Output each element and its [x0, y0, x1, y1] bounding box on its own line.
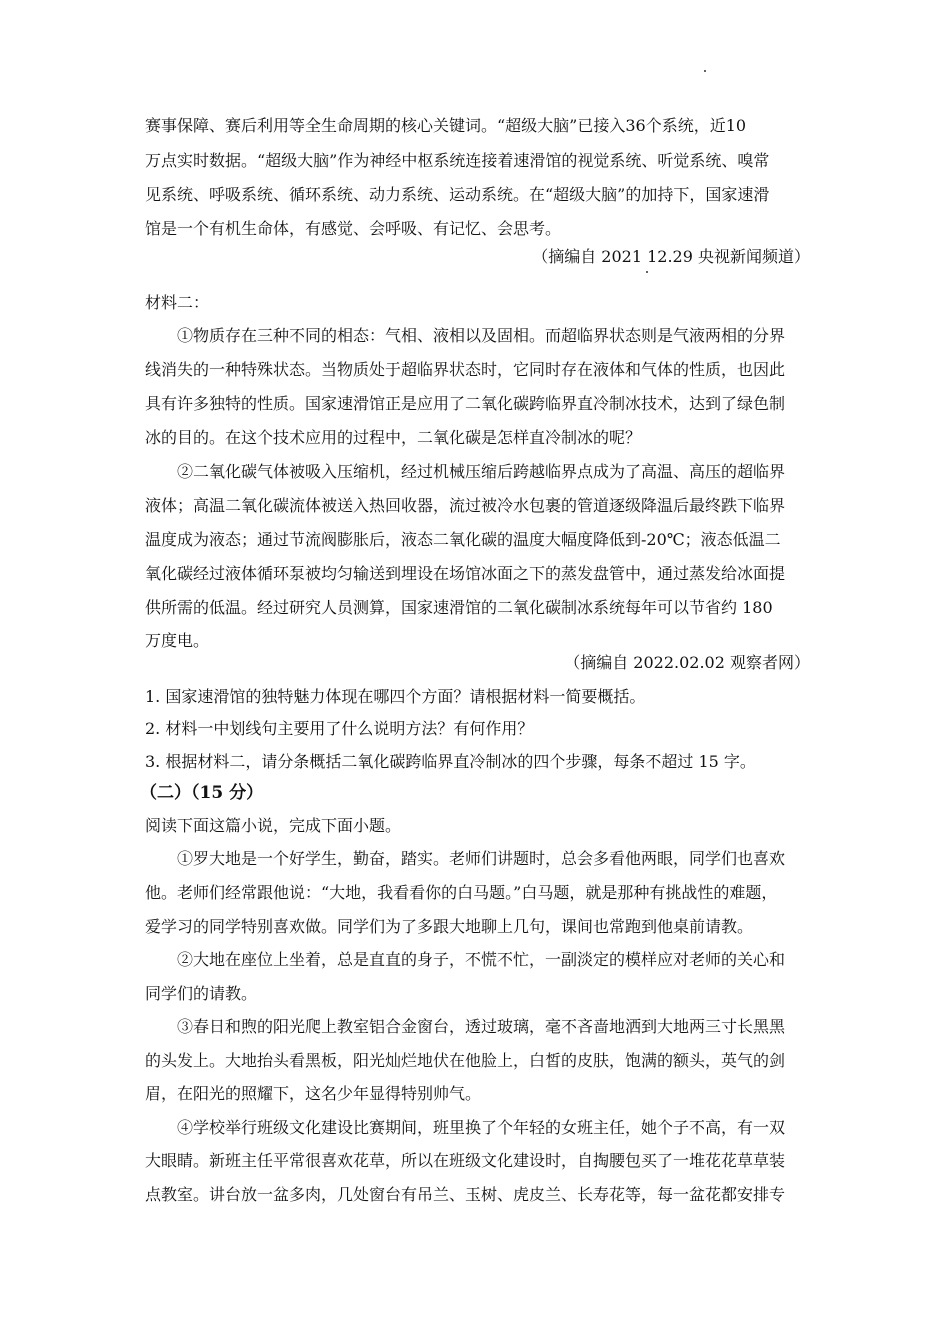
paragraph-line: 冰的目的。在这个技术应用的过程中，二氧化碳是怎样直冷制冰的呢？ — [145, 428, 642, 447]
scan-dot — [646, 271, 648, 273]
paragraph-line: 馆是一个有机生命体，有感觉、会呼吸、有记忆、会思考。 — [145, 219, 562, 238]
paragraph-line: 万点实时数据。“超级大脑”作为神经中枢系统连接着速滑馆的视觉系统、听觉系统、嗅常 — [145, 151, 770, 170]
source-citation: （摘编自 2021 12.29 央视新闻频道） — [532, 247, 810, 266]
paragraph-line: 液体；高温二氧化碳流体被送入热回收器，流过被冷水包裹的管道逐级降温后最终跌下临界 — [145, 496, 786, 515]
paragraph-line: ④学校举行班级文化建设比赛期间，班里换了个年轻的女班主任，她个子不高，有一双 — [177, 1118, 786, 1137]
paragraph-line: ①物质存在三种不同的相态：气相、液相以及固相。而超临界状态则是气液两相的分界 — [177, 326, 786, 345]
section-heading: （二）（15 分） — [140, 783, 264, 803]
paragraph-line: 他。老师们经常跟他说：“大地，我看看你的白马题。”白马题，就是那种有挑战性的难题， — [145, 883, 778, 902]
paragraph-line: 赛事保障、赛后利用等全生命周期的核心关键词。“超级大脑”已接入36个系统，近10 — [145, 116, 747, 135]
source-citation: （摘编自 2022.02.02 观察者网） — [564, 653, 810, 672]
paragraph-line: 大眼睛。新班主任平常很喜欢花草，所以在班级文化建设时，自掏腰包买了一堆花花草草装 — [145, 1151, 786, 1170]
question-item: 2. 材料一中划线句主要用了什么说明方法？有何作用？ — [145, 719, 534, 738]
paragraph-line: 眉，在阳光的照耀下，这名少年显得特别帅气。 — [145, 1084, 482, 1103]
paragraph-line: 氧化碳经过液体循环泵被均匀输送到埋设在场馆冰面之下的蒸发盘管中，通过蒸发给冰面提 — [145, 564, 786, 583]
paragraph-line: 见系统、呼吸系统、循环系统、动力系统、运动系统。在“超级大脑”的加持下，国家速滑 — [145, 185, 770, 204]
paragraph-line: 万度电。 — [145, 631, 210, 650]
paragraph-line: ②二氧化碳气体被吸入压缩机，经过机械压缩后跨越临界点成为了高温、高压的超临界 — [177, 462, 786, 481]
paragraph-line: 供所需的低温。经过研究人员测算，国家速滑馆的二氧化碳制冰系统每年可以节省约 180 — [145, 598, 773, 617]
paragraph-line: 线消失的一种特殊状态。当物质处于超临界状态时，它同时存在液体和气体的性质，也因此 — [145, 360, 786, 379]
paragraph-line: ③春日和煦的阳光爬上教室铝合金窗台，透过玻璃，毫不吝啬地洒到大地两三寸长黑黑 — [177, 1017, 786, 1036]
paragraph-line: 具有许多独特的性质。国家速滑馆正是应用了二氧化碳跨临界直冷制冰技术，达到了绿色制 — [145, 394, 786, 413]
paragraph-line: 点教室。讲台放一盆多肉，几处窗台有吊兰、玉树、虎皮兰、长寿花等，每一盆花都安排专 — [145, 1185, 786, 1204]
paragraph-line: ①罗大地是一个好学生，勤奋，踏实。老师们讲题时，总会多看他两眼，同学们也喜欢 — [177, 849, 786, 868]
scan-dot — [704, 70, 706, 72]
paragraph-line: 同学们的请教。 — [145, 984, 258, 1003]
material-title: 材料二： — [145, 293, 210, 312]
question-item: 3. 根据材料二，请分条概括二氧化碳跨临界直冷制冰的四个步骤，每条不超过 15 字。 — [145, 752, 756, 771]
paragraph-line: 温度成为液态；通过节流阀膨胀后，液态二氧化碳的温度大幅度降低到-20℃；液态低温二 — [145, 530, 781, 549]
paragraph-line: ②大地在座位上坐着，总是直直的身子，不慌不忙，一副淡定的模样应对老师的关心和 — [177, 950, 786, 969]
section-intro: 阅读下面这篇小说，完成下面小题。 — [145, 816, 402, 835]
paragraph-line: 爱学习的同学特别喜欢做。同学们为了多跟大地聊上几句，课间也常跑到他桌前请教。 — [145, 917, 754, 936]
paragraph-line: 的头发上。大地抬头看黑板，阳光灿烂地伏在他脸上，白皙的皮肤，饱满的额头，英气的剑 — [145, 1051, 786, 1070]
question-item: 1. 国家速滑馆的独特魅力体现在哪四个方面？请根据材料一简要概括。 — [145, 687, 646, 706]
